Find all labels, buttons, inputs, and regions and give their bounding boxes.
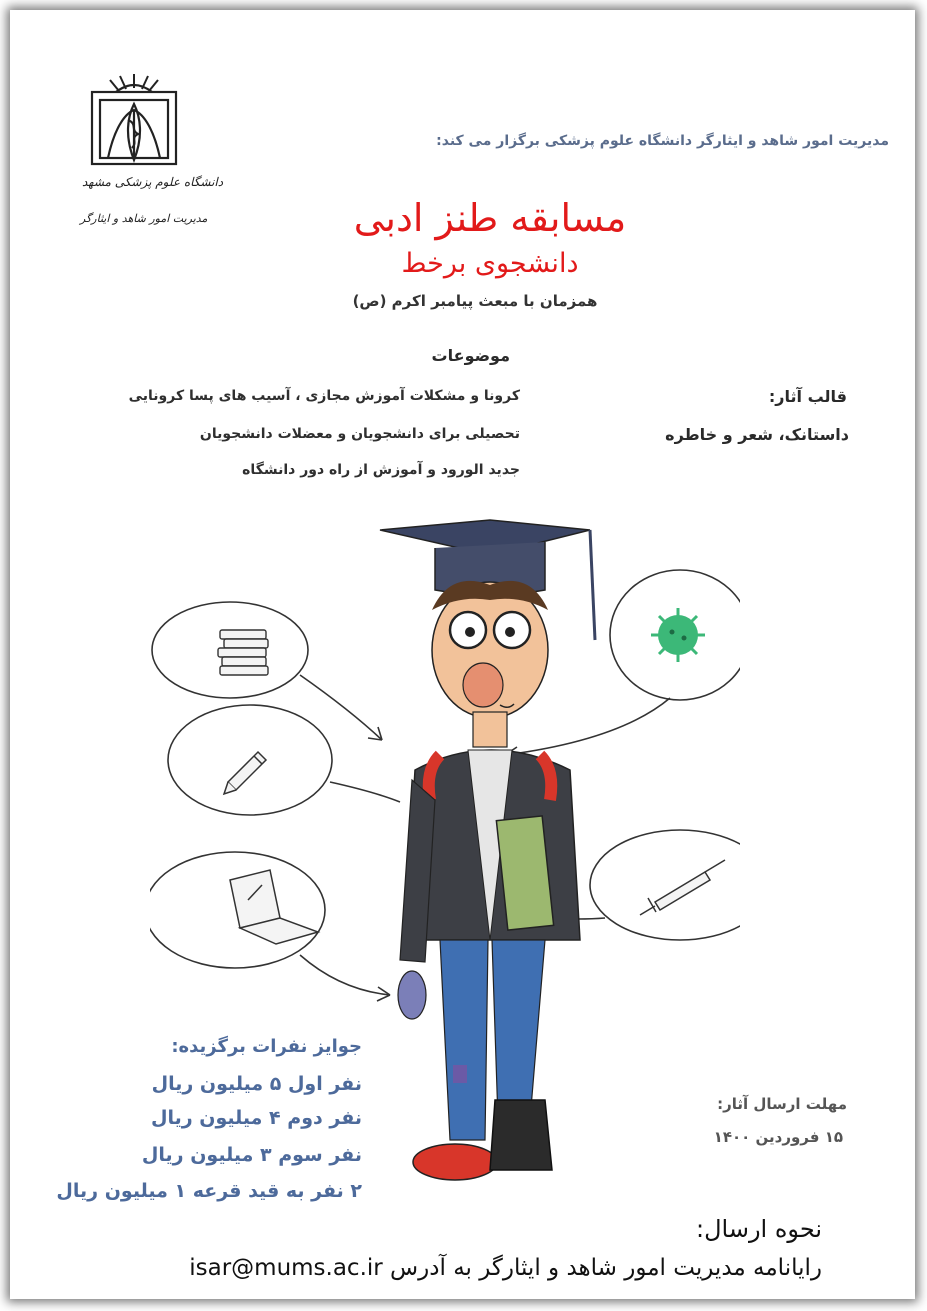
- deadline-value: ۱۵ فروردین ۱۴۰۰: [713, 1128, 843, 1146]
- university-emblem-icon: [86, 70, 182, 170]
- format-value: داستانک، شعر و خاطره: [665, 425, 849, 444]
- books-icon: [218, 630, 268, 675]
- thought-bubble: [590, 830, 740, 940]
- poster-subtitle: دانشجوی برخط: [401, 248, 579, 279]
- topic-item: تحصیلی برای دانشجویان و معضلات دانشجویان: [199, 426, 520, 442]
- topic-item: جدید الورود و آموزش از راه دور دانشگاه: [242, 462, 520, 478]
- prize-item: نفر اول ۵ میلیون ریال: [151, 1073, 362, 1095]
- submission-heading: نحوه ارسال:: [696, 1215, 822, 1243]
- virus-icon: [651, 608, 705, 662]
- pencil-icon: [224, 752, 266, 794]
- prizes-heading: جوایز نفرات برگزیده:: [171, 1036, 362, 1057]
- submission-value: رایانامه مدیریت امور شاهد و ایثارگر به آدرس isar@mums.ac.ir: [189, 1255, 822, 1281]
- organizer-line: مدیریت امور شاهد و ایثارگر دانشگاه علوم پزشکی برگزار می کند:: [436, 133, 889, 149]
- topic-item: کرونا و مشکلات آموزش مجازی ، آسیب های پسا کرونایی: [128, 388, 520, 404]
- syringe-icon: [640, 860, 725, 915]
- prize-item: ۲ نفر به قید قرعه ۱ میلیون ریال: [56, 1180, 362, 1202]
- logo-caption-department: مدیریت امور شاهد و ایثارگر: [80, 212, 208, 225]
- poster-tagline: همزمان با مبعث پیامبر اکرم (ص): [352, 292, 598, 310]
- prize-item: نفر دوم ۴ میلیون ریال: [150, 1107, 362, 1129]
- topics-heading: موضوعات: [431, 346, 510, 365]
- deadline-heading: مهلت ارسال آثار:: [717, 1095, 847, 1113]
- prize-item: نفر سوم ۳ میلیون ریال: [141, 1144, 362, 1166]
- student-figure: [380, 520, 595, 1180]
- poster-title: مسابقه طنز ادبی: [353, 196, 627, 240]
- laptop-icon: [230, 870, 318, 944]
- logo-caption-university: دانشگاه علوم پزشکی مشهد: [82, 175, 224, 189]
- format-heading: قالب آثار:: [768, 387, 847, 406]
